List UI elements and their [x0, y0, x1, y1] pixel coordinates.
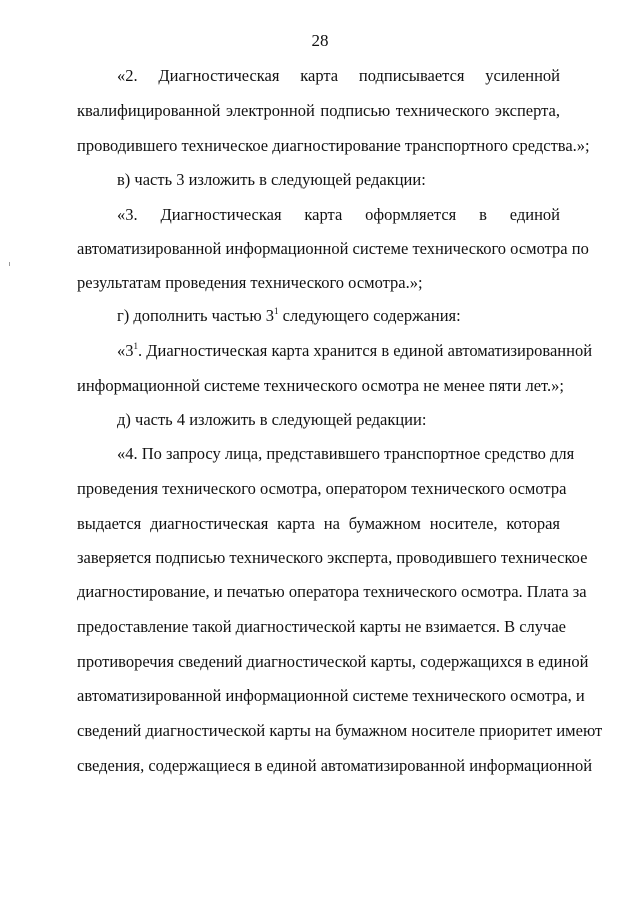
text-line: диагностирование, и печатью оператора технического осмотра. Плата за — [77, 582, 587, 601]
text-line: д) часть 4 изложить в следующей редакции: — [117, 410, 427, 429]
text-fragment: . Диагностическая карта хранится в единой автоматизированной — [138, 341, 593, 360]
text-line: автоматизированной информационной системе технического осмотра, и — [77, 686, 585, 705]
text-line: сведений диагностической карты на бумажном носителе приоритет имеют — [77, 721, 603, 740]
text-line: автоматизированной информационной системе технического осмотра по — [77, 239, 589, 258]
margin-mark — [9, 262, 10, 266]
text-line: сведения, содержащиеся в единой автоматизированной информационной — [77, 756, 593, 775]
text-line: «2. Диагностическая карта подписывается усиленной — [117, 66, 560, 85]
text-line: «4. По запросу лица, представившего транспортное средство для — [117, 444, 575, 463]
text-line: квалифицированной электронной подписью технического эксперта, — [77, 101, 560, 120]
text-line — [117, 306, 560, 326]
text-fragment: г) дополнить частью 3 — [117, 306, 275, 325]
text-line: выдается диагностическая карта на бумажном носителе, которая — [77, 514, 560, 533]
text-line: в) часть 3 изложить в следующей редакции: — [117, 170, 426, 189]
text-fragment: следующего содержания: — [278, 306, 461, 325]
text-line: «3. Диагностическая карта оформляется в единой — [117, 205, 560, 224]
page-number: 28 — [311, 31, 329, 50]
text-fragment: «3 — [117, 341, 134, 360]
text-line: проведения технического осмотра, оператором технического осмотра — [77, 479, 567, 498]
text-line: заверяется подписью технического эксперта, проводившего техническое — [77, 548, 588, 567]
superscript: 1 — [274, 306, 279, 316]
text-line: информационной системе технического осмотра не менее пяти лет.»; — [77, 376, 564, 395]
text-line: противоречия сведений диагностической карты, содержащихся в единой — [77, 652, 589, 671]
superscript: 1 — [133, 341, 138, 351]
text-line — [117, 341, 593, 361]
text-line: проводившего техническое диагностирование транспортного средства.»; — [77, 136, 590, 155]
text-line: предоставление такой диагностической карты не взимается. В случае — [77, 617, 566, 636]
text-line: результатам проведения технического осмотра.»; — [77, 273, 423, 292]
